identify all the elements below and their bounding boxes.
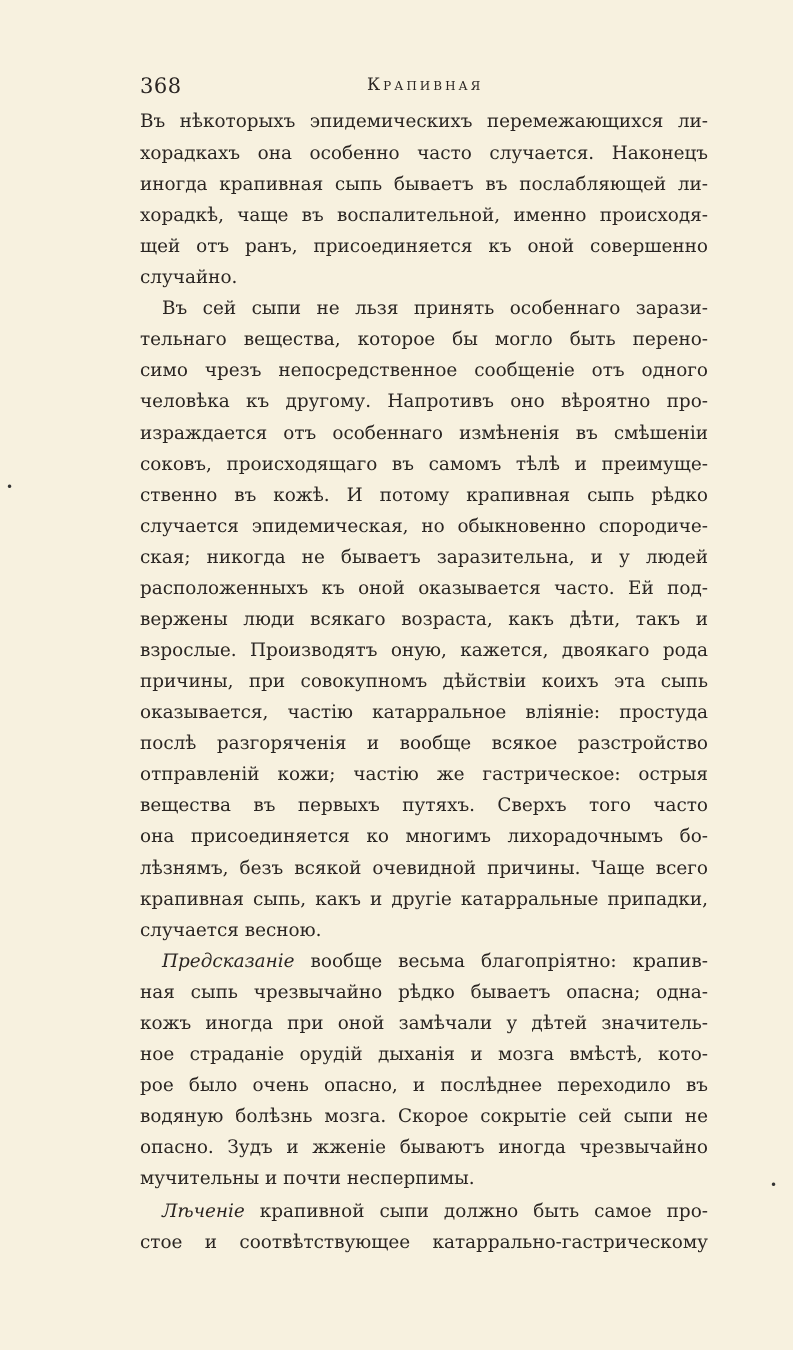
prognosis-term: Предсказаніе — [162, 951, 295, 972]
text-line: случается эпидемическая, но обыкновенно спородиче- — [140, 516, 708, 537]
text-line: причины, при совокупномъ дѣйствіи коихъ эта сыпь — [140, 671, 708, 692]
text-line: хорадкахъ она особенно часто случается. Наконецъ — [140, 143, 708, 164]
running-title: Крапивная — [367, 75, 484, 95]
text-line: тельнаго вещества, которое бы могло быть перено- — [140, 329, 708, 350]
text-line: она присоединяется ко многимъ лихорадочнымъ бо- — [140, 826, 708, 847]
text-line — [162, 948, 708, 976]
text-line: водяную болѣзнь мозга. Скорое сокрытіе сей сыпи не — [140, 1106, 708, 1127]
text-line: случается весною. — [140, 920, 322, 941]
text-line: опасно. Зудъ и жженіе бываютъ иногда чрезвычайно — [140, 1137, 708, 1158]
text-line: отправленій кожи; частію же гастрическое: острыя — [140, 764, 708, 785]
text-line: иногда крапивная сыпь бываетъ въ послабляющей ли- — [140, 174, 708, 195]
text-line: взрослые. Производятъ оную, кажется, двоякаго рода — [140, 640, 708, 661]
text-line: лѣзнямъ, безъ всякой очевидной причины. Чаще всего — [140, 858, 708, 879]
text-line: ное страданіе орудій дыханія и мозга вмѣстѣ, кото- — [140, 1044, 708, 1065]
text-line: вержены люди всякаго возраста, какъ дѣти, такъ и — [140, 609, 708, 630]
text-line: мучительны и почти несперпимы. — [140, 1168, 475, 1189]
text-span: крапивной сыпи должно быть самое про- — [259, 1201, 708, 1222]
text-line: ственно въ кожѣ. И потому крапивная сыпь рѣдко — [140, 485, 708, 506]
text-line: щей отъ ранъ, присоединяется къ оной совершенно — [140, 236, 708, 257]
running-header — [140, 74, 710, 104]
text-line: оказывается, частію катарральное вліяніе: простуда — [140, 702, 708, 723]
text-line: израждается отъ особеннаго измѣненія въ смѣшеніи — [140, 423, 708, 444]
margin-dot-icon: • — [770, 1178, 778, 1192]
text-line: симо чрезъ непосредственное сообщеніе отъ одного — [140, 360, 708, 381]
page-number: 368 — [140, 74, 182, 98]
text-line: ная сыпь чрезвычайно рѣдко бываетъ опасна; одна- — [140, 982, 708, 1003]
text-line: случайно. — [140, 267, 238, 288]
text-span: вообще весьма благопріятно: крапив- — [310, 951, 708, 972]
text-line: вещества въ первыхъ путяхъ. Сверхъ того часто — [140, 795, 708, 816]
text-line: расположенныхъ къ оной оказывается часто. Ей под- — [140, 578, 708, 599]
text-line: хорадкѣ, чаще въ воспалительной, именно происходя- — [140, 205, 708, 226]
text-line: соковъ, происходящаго въ самомъ тѣлѣ и преимуще- — [140, 454, 708, 475]
text-line: послѣ разгоряченія и вообще всякое разстройство — [140, 733, 708, 754]
text-line: Въ нѣкоторыхъ эпидемическихъ перемежающихся ли- — [140, 111, 708, 132]
text-line: ская; никогда не бываетъ заразительна, и у людей — [140, 547, 708, 568]
text-line — [162, 1198, 708, 1226]
text-line: Въ сей сыпи не льзя принять особеннаго зарази- — [162, 298, 708, 319]
margin-dot-icon: • — [6, 480, 14, 494]
text-line: рое было очень опасно, и послѣднее переходило въ — [140, 1075, 708, 1096]
text-line: крапивная сыпь, какъ и другіе катарральные припадки, — [140, 889, 708, 910]
text-line: кожъ иногда при оной замѣчали у дѣтей значитель- — [140, 1013, 708, 1034]
text-line: стое и соотвѣтствующее катаррально-гастрическому — [140, 1232, 708, 1253]
text-line: человѣка къ другому. Напротивъ оно вѣроятно про- — [140, 391, 708, 412]
treatment-term: Лѣченіе — [162, 1201, 245, 1222]
